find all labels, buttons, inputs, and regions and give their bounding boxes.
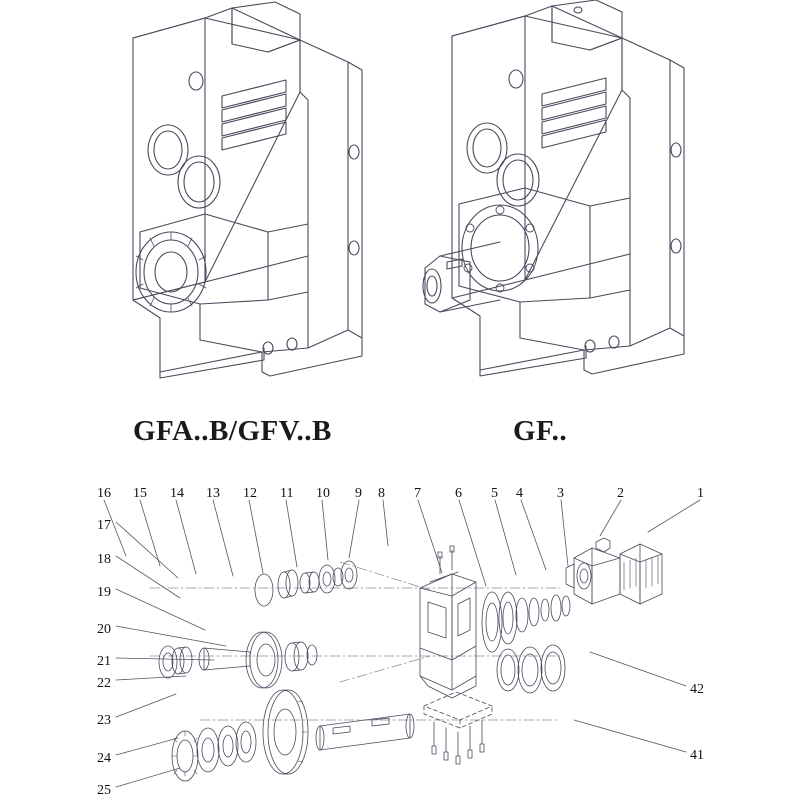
callout-14: 14 <box>170 486 184 501</box>
callout-12: 12 <box>243 486 257 501</box>
callout-21: 21 <box>97 654 111 669</box>
callout-20: 20 <box>97 622 111 637</box>
callout-4: 4 <box>516 486 523 501</box>
callout-3: 3 <box>557 486 564 501</box>
callout-2: 2 <box>617 486 624 501</box>
callout-7: 7 <box>414 486 421 501</box>
callout-17: 17 <box>97 518 111 533</box>
callout-11: 11 <box>280 486 294 501</box>
exploded-parts-svg <box>0 470 800 800</box>
callout-42: 42 <box>690 682 704 697</box>
callout-1: 1 <box>697 486 704 501</box>
callout-22: 22 <box>97 676 111 691</box>
callout-23: 23 <box>97 713 111 728</box>
callout-13: 13 <box>206 486 220 501</box>
gearbox-outline-right <box>0 0 800 400</box>
caption-left-model: GFA..B/GFV..B <box>133 415 332 447</box>
callout-18: 18 <box>97 552 111 567</box>
callout-8: 8 <box>378 486 385 501</box>
callout-15: 15 <box>133 486 147 501</box>
callout-41: 41 <box>690 748 704 763</box>
caption-right-model: GF.. <box>513 415 568 447</box>
callout-10: 10 <box>316 486 330 501</box>
callout-6: 6 <box>455 486 462 501</box>
exploded-parts-diagram <box>0 470 800 800</box>
callout-9: 9 <box>355 486 362 501</box>
callout-16: 16 <box>97 486 111 501</box>
callout-24: 24 <box>97 751 111 766</box>
callout-25: 25 <box>97 783 111 798</box>
assembly-drawings <box>0 0 800 400</box>
callout-5: 5 <box>491 486 498 501</box>
callout-19: 19 <box>97 585 111 600</box>
